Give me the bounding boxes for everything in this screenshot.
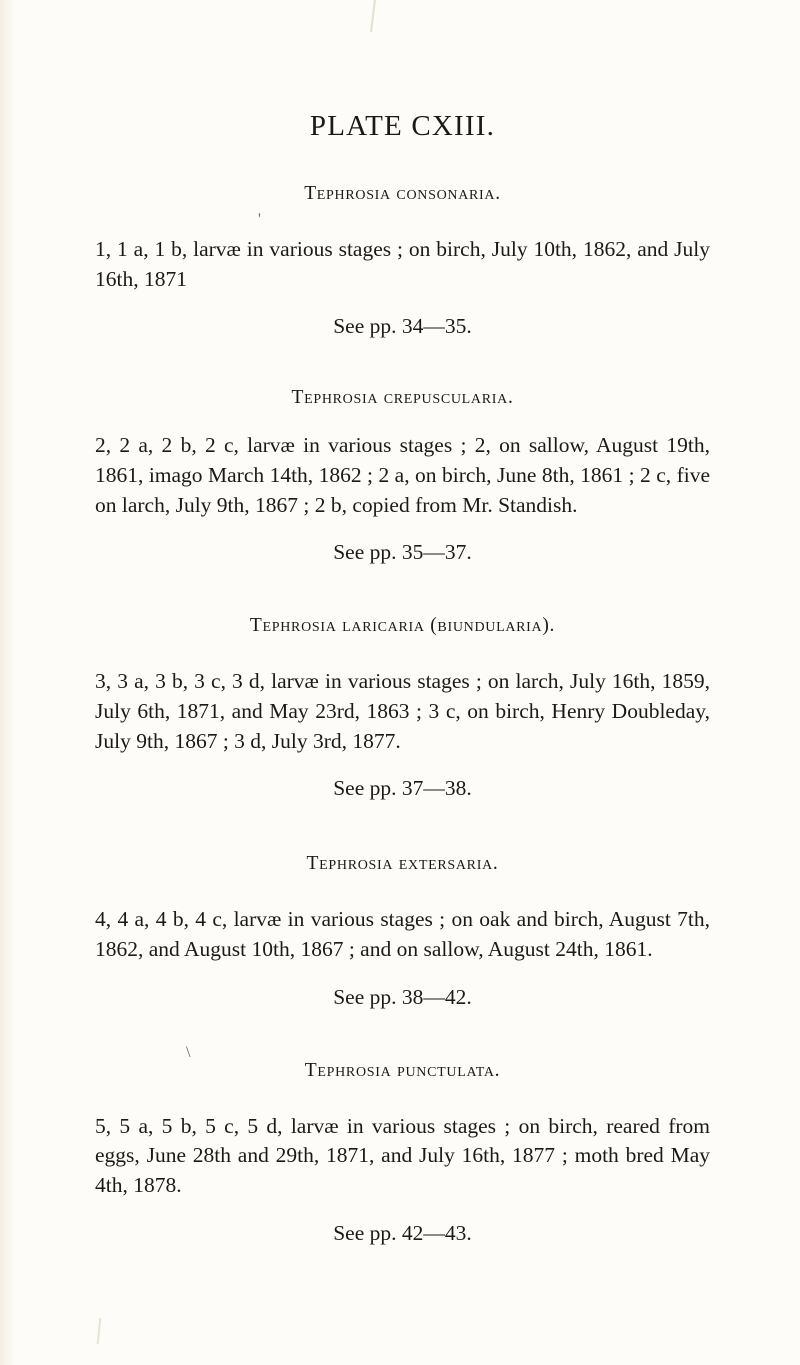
section-entry-crepuscularia: 2, 2 a, 2 b, 2 c, larvæ in various stages ; 2, on sallow, August 19th, 1861, imago March 14th, 1862 ; 2 a, on birch, June 8th, 1861 ; 2 c, five on larch, July 9th, 1867 ; 2 b, copied from Mr. Standish. [95, 433, 710, 517]
section-see-extersaria: See pp. 38—42. [333, 984, 472, 1009]
section-heading-laricaria: Tephrosia laricaria (biundularia). [249, 615, 556, 637]
section-entry-extersaria: 4, 4 a, 4 b, 4 c, larvæ in various stages ; on oak and birch, August 7th, 1862, and August 10th, 1867 ; and on sallow, August 24th, 1861. [95, 907, 710, 961]
ink-mark-lower: \ [186, 1044, 191, 1061]
section-heading-consonaria: Tephrosia consonaria. [304, 183, 501, 204]
section-see-laricaria: See pp. 37—38. [333, 776, 472, 801]
section-heading-punctulata: Tephrosia punctulata. [304, 1059, 501, 1081]
page-edge-shading [0, 0, 16, 1365]
section-see-crepuscularia: See pp. 35—37. [333, 540, 472, 565]
section-entry-laricaria: 3, 3 a, 3 b, 3 c, 3 d, larvæ in various stages ; on larch, July 16th, 1859, July 6th, 1871, and May 23rd, 1863 ; 3 c, on birch, Henry Doubleday, July 9th, 1867 ; 3 d, July 3rd, 1877. [95, 669, 710, 753]
section-heading-crepuscularia: Tephrosia crepuscularia. [291, 387, 514, 409]
page-title: PLATE CXIII. [309, 110, 496, 142]
section-heading-extersaria: Tephrosia extersaria. [306, 853, 499, 875]
section-entry-consonaria: 1, 1 a, 1 b, larvæ in various stages ; on birch, July 10th, 1862, and July 16th, 1871 [95, 237, 710, 291]
section-entry-punctulata: 5, 5 a, 5 b, 5 c, 5 d, larvæ in various stages ; on birch, reared from eggs, June 28th and 29th, 1871, and July 16th, 1877 ; moth bred May 4th, 1878. [95, 1113, 710, 1197]
section-see-punctulata: See pp. 42—43. [333, 1220, 472, 1245]
paper-streak-bottom [97, 1318, 102, 1344]
ink-mark-upper: ' [258, 211, 261, 228]
section-see-consonaria: See pp. 34—35. [333, 314, 472, 339]
